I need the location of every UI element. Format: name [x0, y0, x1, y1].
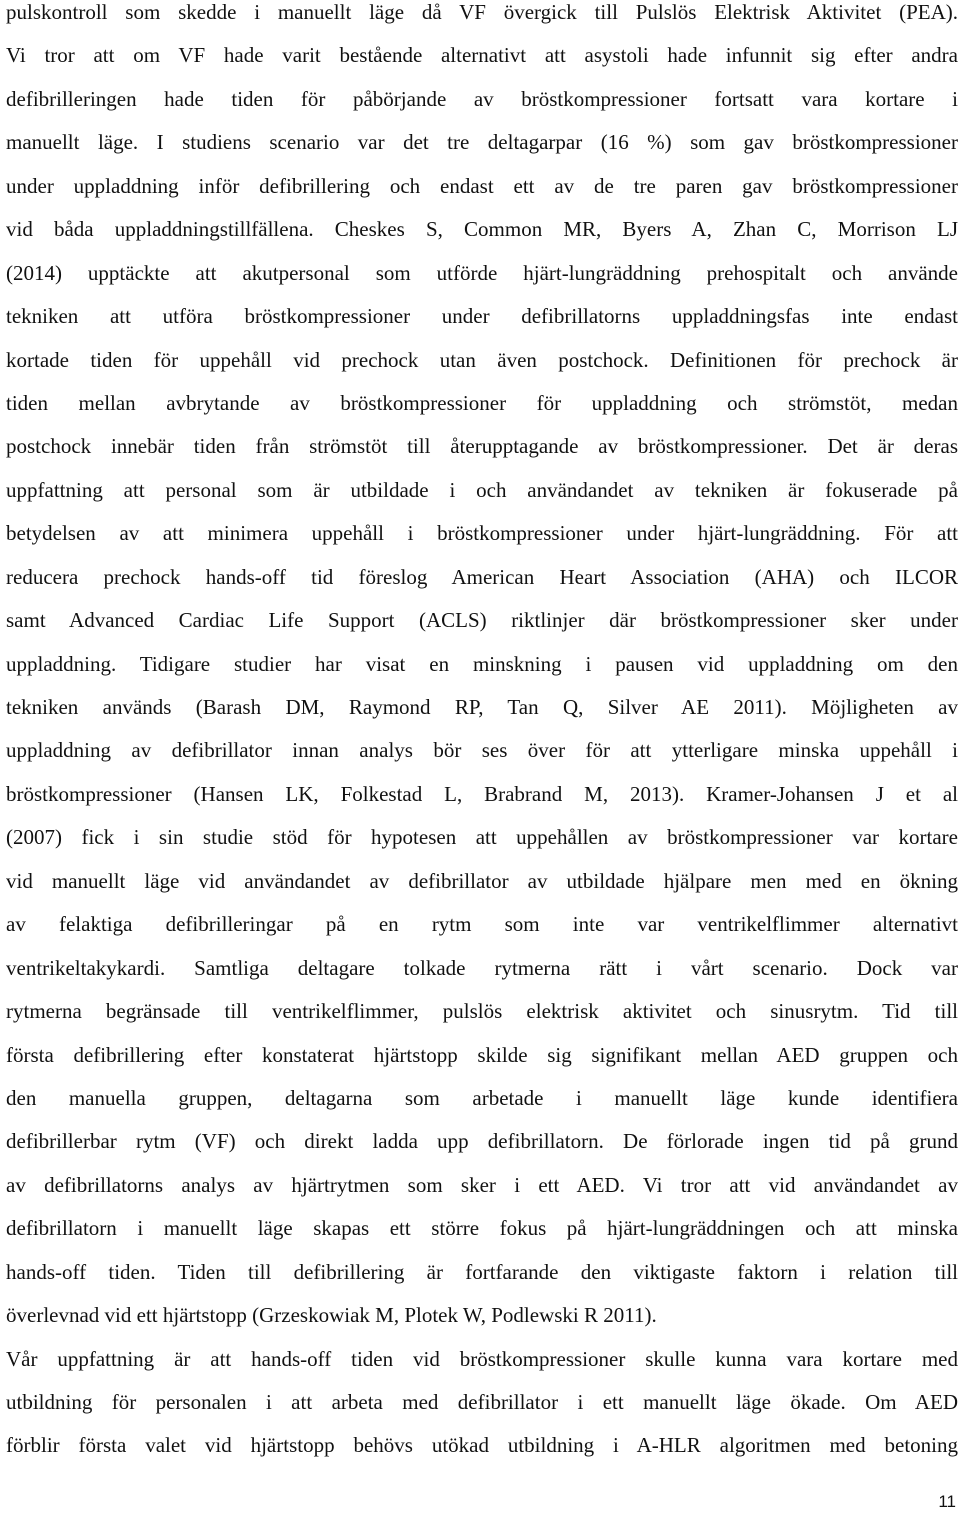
- text-line: (2007) fick i sin studie stöd för hypotesen att uppehållen av bröstkompressioner var kortare: [6, 825, 958, 850]
- text-line: defibrilleringen hade tiden för påbörjande av bröstkompressioner fortsatt vara kortare i: [6, 86, 958, 111]
- text-line: betydelsen av att minimera uppehåll i bröstkompressioner under hjärt-lungräddning. För att: [6, 521, 958, 546]
- text-line: utbildning för personalen i att arbeta med defibrillator i ett manuellt läge ökade. Om AED: [6, 1390, 958, 1414]
- text-line: rytmerna begränsade till ventrikelflimmer, pulslös elektrisk aktivitet och sinusrytm. Tid till: [6, 999, 958, 1024]
- text-line: defibrillatorn i manuellt läge skapas ett större fokus på hjärt-lungräddningen och att minska: [6, 1216, 958, 1241]
- text-line: postchock innebär tiden från strömstöt till återupptagande av bröstkompressioner. Det är deras: [6, 434, 958, 459]
- text-line: överlevnad vid ett hjärtstopp (Grzeskowiak M, Plotek W, Podlewski R 2011).: [6, 1303, 657, 1328]
- text-line: av felaktiga defibrilleringar på en rytm som inte var ventrikelflimmer alternativt: [6, 912, 958, 937]
- text-line: av defibrillatorns analys av hjärtrytmen som sker i ett AED. Vi tror att vid användandet av: [6, 1172, 958, 1197]
- text-line: Vi tror att om VF hade varit bestående alternativt att asystoli hade infunnit sig efter andra: [6, 43, 958, 68]
- text-line: tekniken att utföra bröstkompressioner under defibrillatorns uppladdningsfas inte endast: [6, 304, 958, 329]
- text-line: under uppladdning inför defibrillering och endast ett av de tre paren gav bröstkompressioner: [6, 173, 958, 198]
- text-line: första defibrillering efter konstaterat hjärtstopp skilde sig signifikant mellan AED gruppen och: [6, 1042, 958, 1067]
- text-line: reducera prechock hands-off tid föreslog American Heart Association (AHA) och ILCOR: [6, 564, 958, 589]
- text-line: vid båda uppladdningstillfällena. Cheskes S, Common MR, Byers A, Zhan C, Morrison LJ: [6, 217, 958, 242]
- text-line: uppladdning. Tidigare studier har visat en minskning i pausen vid uppladdning om den: [6, 651, 958, 676]
- text-line: bröstkompressioner (Hansen LK, Folkestad L, Brabrand M, 2013). Kramer-Johansen J et al: [6, 781, 958, 806]
- text-line: den manuella gruppen, deltagarna som arbetade i manuellt läge kunde identifiera: [6, 1085, 958, 1110]
- text-line: ventrikeltakykardi. Samtliga deltagare tolkade rytmerna rätt i vårt scenario. Dock var: [6, 955, 958, 980]
- text-line: vid manuellt läge vid användandet av defibrillator av utbildade hjälpare men med en ökning: [6, 868, 958, 893]
- text-line: samt Advanced Cardiac Life Support (ACLS) riktlinjer där bröstkompressioner sker under: [6, 608, 958, 633]
- text-line: uppfattning att personal som är utbildade i och användandet av tekniken är fokuserade på: [6, 477, 958, 502]
- text-line: tiden mellan avbrytande av bröstkompressioner för uppladdning och strömstöt, medan: [6, 390, 958, 415]
- text-line: pulskontroll som skedde i manuellt läge då VF övergick till Pulslös Elektrisk Aktivitet (PEA).: [6, 0, 958, 24]
- text-line: uppladdning av defibrillator innan analys bör ses över för att ytterligare minska uppehåll i: [6, 738, 958, 763]
- text-line: hands-off tiden. Tiden till defibrillering är fortfarande den viktigaste faktorn i relation till: [6, 1259, 958, 1284]
- text-line: defibrillerbar rytm (VF) och direkt ladda upp defibrillatorn. De förlorade ingen tid på grund: [6, 1129, 958, 1154]
- text-line: manuellt läge. I studiens scenario var det tre deltagarpar (16 %) som gav bröstkompressioner: [6, 130, 958, 155]
- text-line: tekniken används (Barash DM, Raymond RP, Tan Q, Silver AE 2011). Möjligheten av: [6, 695, 958, 719]
- body-text: [6, 0, 958, 1468]
- text-line: kortade tiden för uppehåll vid prechock utan även postchock. Definitionen för prechock är: [6, 347, 958, 372]
- page-number: 11: [938, 1492, 956, 1511]
- text-line: Vår uppfattning är att hands-off tiden vid bröstkompressioner skulle kunna vara kortare med: [6, 1346, 958, 1371]
- text-line: förblir första valet vid hjärtstopp behövs utökad utbildning i A-HLR algoritmen med betoning: [6, 1433, 958, 1458]
- text-line: (2014) upptäckte att akutpersonal som utförde hjärt-lungräddning prehospitalt och använde: [6, 260, 958, 285]
